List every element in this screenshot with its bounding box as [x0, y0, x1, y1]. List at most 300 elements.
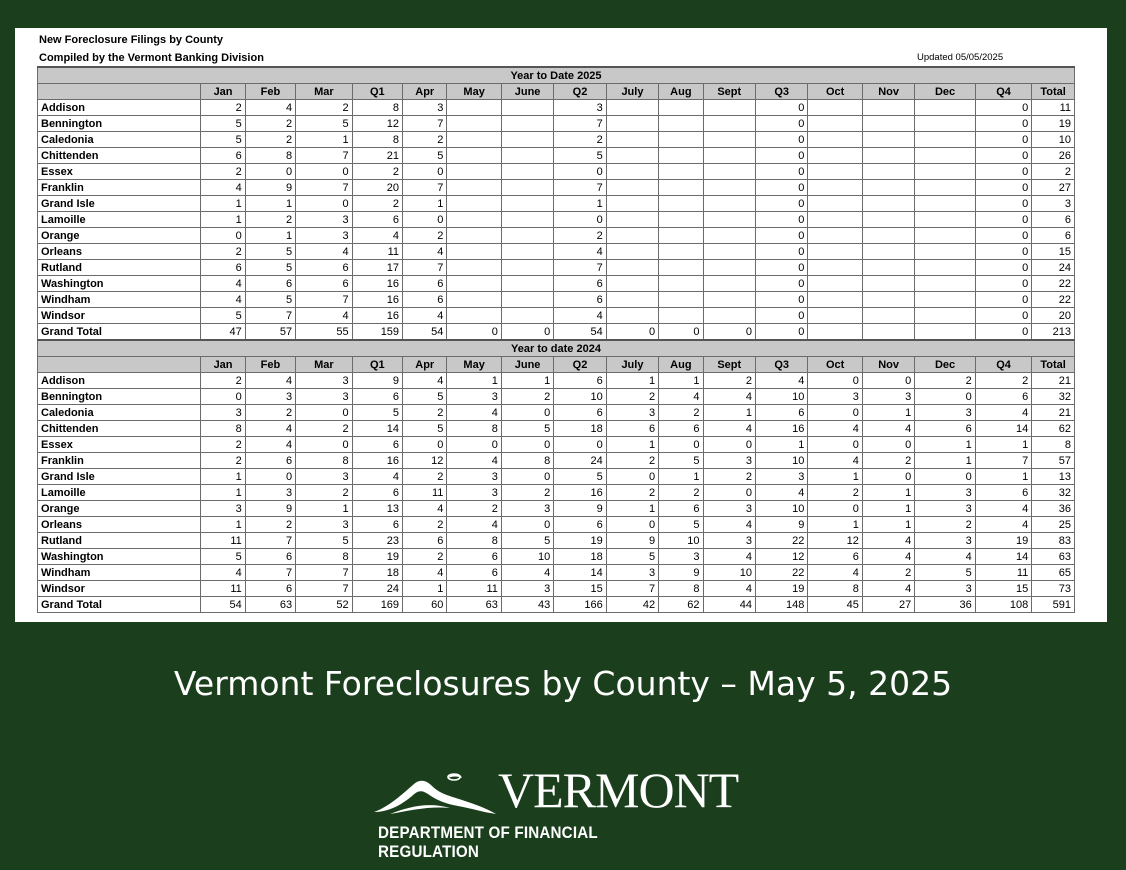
table-cell: [862, 100, 914, 116]
table-cell: 1: [862, 485, 914, 501]
table-cell: 3: [201, 501, 245, 517]
table-cell: 0: [296, 405, 352, 421]
column-header: Nov: [862, 357, 914, 373]
table-cell: [659, 164, 703, 180]
table-cell: 8: [808, 581, 862, 597]
table-cell: [862, 260, 914, 276]
document-subtitle: Compiled by the Vermont Banking Division: [39, 52, 264, 64]
table-cell: 159: [352, 324, 402, 341]
table-cell: 0: [296, 164, 352, 180]
table-cell: 13: [1032, 469, 1075, 485]
county-name: Orange: [38, 501, 201, 517]
table-cell: 2: [245, 405, 295, 421]
table-cell: 3: [606, 565, 658, 581]
table-cell: 0: [606, 517, 658, 533]
table-cell: 11: [403, 485, 447, 501]
table-cell: 4: [659, 389, 703, 405]
table-cell: 6: [1032, 228, 1075, 244]
table-cell: [501, 276, 553, 292]
column-header: July: [606, 357, 658, 373]
table-cell: 8: [1032, 437, 1075, 453]
table-cell: 11: [1032, 100, 1075, 116]
table-cell: 2: [606, 389, 658, 405]
table-cell: 4: [447, 517, 501, 533]
table-cell: 8: [245, 148, 295, 164]
table-cell: 45: [808, 597, 862, 613]
table-cell: 10: [659, 533, 703, 549]
table-cell: 1: [554, 196, 606, 212]
table-cell: 6: [1032, 212, 1075, 228]
table-cell: 4: [296, 308, 352, 324]
table-cell: 7: [296, 565, 352, 581]
table-cell: 63: [447, 597, 501, 613]
table-cell: 0: [606, 469, 658, 485]
county-name: Addison: [38, 100, 201, 116]
table-cell: 0: [659, 324, 703, 341]
table-cell: 1: [201, 485, 245, 501]
table-cell: [862, 324, 914, 341]
table-cell: [808, 324, 862, 341]
table-cell: 6: [554, 276, 606, 292]
column-header: Mar: [296, 84, 352, 100]
table-cell: 0: [975, 244, 1031, 260]
table-cell: 1: [862, 517, 914, 533]
county-row: [38, 116, 1075, 132]
table-cell: 1: [501, 373, 553, 389]
table-cell: [915, 212, 976, 228]
table-cell: 7: [403, 116, 447, 132]
table-cell: 27: [1032, 180, 1075, 196]
table-cell: 10: [1032, 132, 1075, 148]
county-row: [38, 132, 1075, 148]
table-cell: 1: [659, 373, 703, 389]
column-header: June: [501, 84, 553, 100]
table-cell: 16: [554, 485, 606, 501]
table-cell: 6: [447, 565, 501, 581]
mountain-sun-logo-icon: [370, 766, 500, 822]
vermont-wordmark: VERMONT: [498, 762, 739, 818]
table-cell: 21: [1032, 373, 1075, 389]
table-cell: [606, 244, 658, 260]
county-row: [38, 244, 1075, 260]
table-cell: 6: [201, 260, 245, 276]
table-cell: 19: [755, 581, 807, 597]
table-cell: 9: [606, 533, 658, 549]
table-cell: 1: [296, 132, 352, 148]
table-cell: 5: [606, 549, 658, 565]
table-cell: 0: [975, 196, 1031, 212]
column-header: Apr: [403, 357, 447, 373]
table-cell: 8: [201, 421, 245, 437]
table-cell: 3: [296, 469, 352, 485]
county-row: [38, 533, 1075, 549]
table-cell: 148: [755, 597, 807, 613]
table-cell: 7: [245, 533, 295, 549]
table-cell: 2: [862, 565, 914, 581]
table-cell: 5: [245, 260, 295, 276]
table-cell: 3: [403, 100, 447, 116]
table-cell: 4: [862, 421, 914, 437]
table-cell: 0: [447, 324, 501, 341]
header-blank-cell: [38, 84, 201, 100]
table-cell: 0: [703, 437, 755, 453]
table-cell: 0: [501, 405, 553, 421]
table-cell: 4: [201, 180, 245, 196]
table-cell: [808, 244, 862, 260]
table-cell: 4: [403, 244, 447, 260]
table-cell: [659, 132, 703, 148]
table-cell: 1: [296, 501, 352, 517]
table-cell: 0: [245, 164, 295, 180]
table-cell: 0: [975, 148, 1031, 164]
table-cell: 19: [554, 533, 606, 549]
table-cell: 4: [862, 549, 914, 565]
column-header: Q3: [755, 84, 807, 100]
table-cell: 47: [201, 324, 245, 341]
table-cell: 12: [755, 549, 807, 565]
table-cell: 1: [245, 196, 295, 212]
table-cell: 8: [447, 533, 501, 549]
table-cell: [915, 228, 976, 244]
table-cell: 4: [201, 292, 245, 308]
table-cell: 6: [296, 260, 352, 276]
column-header-row: [38, 357, 1075, 373]
table-cell: 4: [862, 581, 914, 597]
section-heading-row: [38, 67, 1075, 84]
county-row: [38, 517, 1075, 533]
table-cell: 3: [862, 389, 914, 405]
table-cell: 0: [755, 196, 807, 212]
table-cell: 0: [975, 324, 1031, 341]
county-row: [38, 549, 1075, 565]
column-header: Total: [1032, 84, 1075, 100]
table-cell: 4: [403, 308, 447, 324]
county-name: Windham: [38, 292, 201, 308]
table-cell: 7: [606, 581, 658, 597]
table-cell: 0: [501, 469, 553, 485]
table-cell: 108: [975, 597, 1031, 613]
county-name: Orleans: [38, 517, 201, 533]
table-cell: [447, 164, 501, 180]
table-cell: [447, 100, 501, 116]
table-cell: 5: [501, 421, 553, 437]
county-row: [38, 276, 1075, 292]
table-cell: 62: [659, 597, 703, 613]
table-cell: 1: [862, 501, 914, 517]
table-cell: 3: [915, 405, 976, 421]
table-cell: 4: [975, 501, 1031, 517]
county-row: [38, 565, 1075, 581]
column-header: June: [501, 357, 553, 373]
document-title: New Foreclosure Filings by County: [39, 34, 223, 46]
table-cell: 3: [755, 469, 807, 485]
table-cell: 43: [501, 597, 553, 613]
county-name: Grand Total: [38, 324, 201, 341]
table-cell: 166: [554, 597, 606, 613]
table-cell: 8: [352, 100, 402, 116]
column-header: July: [606, 84, 658, 100]
table-cell: 1: [808, 469, 862, 485]
table-cell: 8: [447, 421, 501, 437]
table-cell: 5: [659, 517, 703, 533]
section-heading-row: [38, 340, 1075, 357]
table-cell: 3: [554, 100, 606, 116]
table-cell: 3: [296, 389, 352, 405]
table-cell: 14: [352, 421, 402, 437]
table-cell: 1: [755, 437, 807, 453]
table-cell: 19: [352, 549, 402, 565]
table-cell: 3: [296, 517, 352, 533]
table-cell: [606, 212, 658, 228]
table-cell: 5: [201, 132, 245, 148]
table-cell: 1: [606, 373, 658, 389]
table-cell: 19: [975, 533, 1031, 549]
table-cell: 0: [403, 212, 447, 228]
table-cell: 4: [975, 517, 1031, 533]
table-cell: 0: [975, 292, 1031, 308]
table-cell: [808, 308, 862, 324]
table-cell: [501, 244, 553, 260]
table-cell: [659, 244, 703, 260]
table-cell: [703, 196, 755, 212]
table-cell: 0: [915, 469, 976, 485]
table-cell: 2: [554, 228, 606, 244]
table-cell: 0: [296, 196, 352, 212]
table-cell: [447, 260, 501, 276]
table-cell: 54: [201, 597, 245, 613]
table-cell: [606, 132, 658, 148]
table-cell: 55: [296, 324, 352, 341]
table-cell: 42: [606, 597, 658, 613]
table-cell: 32: [1032, 485, 1075, 501]
table-cell: 0: [975, 228, 1031, 244]
table-cell: 23: [352, 533, 402, 549]
table-cell: 1: [915, 437, 976, 453]
table-cell: 3: [201, 405, 245, 421]
table-cell: [862, 308, 914, 324]
table-cell: 1: [245, 228, 295, 244]
table-cell: 0: [808, 437, 862, 453]
county-row: [38, 389, 1075, 405]
table-cell: 1: [808, 517, 862, 533]
table-cell: 0: [501, 437, 553, 453]
table-cell: 2: [403, 405, 447, 421]
table-cell: 3: [296, 373, 352, 389]
foreclosure-table-document: [15, 28, 1107, 622]
table-cell: 7: [296, 581, 352, 597]
table-cell: 4: [554, 244, 606, 260]
table-cell: 65: [1032, 565, 1075, 581]
table-cell: 6: [352, 212, 402, 228]
table-cell: 1: [447, 373, 501, 389]
table-cell: 0: [755, 228, 807, 244]
table-cell: [808, 116, 862, 132]
grand-total-row: [38, 597, 1075, 613]
table-cell: [862, 276, 914, 292]
table-cell: 4: [245, 437, 295, 453]
table-cell: 4: [245, 421, 295, 437]
table-cell: 0: [862, 437, 914, 453]
column-header: Feb: [245, 357, 295, 373]
table-cell: 4: [915, 549, 976, 565]
table-cell: 0: [975, 260, 1031, 276]
table-cell: 6: [659, 501, 703, 517]
table-cell: [703, 116, 755, 132]
table-cell: 169: [352, 597, 402, 613]
column-header: Q3: [755, 357, 807, 373]
county-row: [38, 469, 1075, 485]
table-cell: 2: [862, 453, 914, 469]
table-cell: 2: [245, 212, 295, 228]
table-cell: [808, 196, 862, 212]
county-name: Essex: [38, 164, 201, 180]
table-cell: 0: [862, 373, 914, 389]
column-header: Jan: [201, 357, 245, 373]
county-row: [38, 453, 1075, 469]
table-cell: 0: [296, 437, 352, 453]
table-cell: 2: [201, 453, 245, 469]
table-cell: 2: [245, 517, 295, 533]
table-cell: [501, 292, 553, 308]
county-row: [38, 405, 1075, 421]
table-cell: 20: [352, 180, 402, 196]
table-cell: 32: [1032, 389, 1075, 405]
table-cell: [606, 164, 658, 180]
table-cell: 2: [447, 501, 501, 517]
table-cell: [703, 244, 755, 260]
table-cell: 17: [352, 260, 402, 276]
table-cell: 3: [447, 485, 501, 501]
table-cell: [659, 180, 703, 196]
table-cell: 0: [808, 405, 862, 421]
table-cell: 10: [554, 389, 606, 405]
table-cell: [501, 100, 553, 116]
county-name: Windsor: [38, 308, 201, 324]
table-cell: [447, 276, 501, 292]
county-row: [38, 164, 1075, 180]
table-cell: 44: [703, 597, 755, 613]
table-cell: 0: [403, 437, 447, 453]
table-cell: 3: [501, 501, 553, 517]
table-cell: 4: [755, 485, 807, 501]
table-cell: 10: [501, 549, 553, 565]
table-cell: [808, 228, 862, 244]
table-cell: 2: [915, 373, 976, 389]
table-cell: 4: [447, 453, 501, 469]
table-cell: 22: [1032, 276, 1075, 292]
table-cell: 0: [703, 324, 755, 341]
county-row: [38, 501, 1075, 517]
foreclosure-table: [37, 66, 1075, 613]
table-cell: [659, 100, 703, 116]
table-cell: 6: [403, 276, 447, 292]
table-cell: 60: [403, 597, 447, 613]
table-cell: 6: [975, 389, 1031, 405]
table-cell: [862, 212, 914, 228]
table-cell: 5: [501, 533, 553, 549]
table-cell: 6: [554, 292, 606, 308]
table-cell: 0: [554, 164, 606, 180]
table-cell: [703, 164, 755, 180]
table-cell: 4: [703, 389, 755, 405]
table-cell: 16: [352, 453, 402, 469]
table-cell: 7: [245, 565, 295, 581]
table-cell: 2: [403, 549, 447, 565]
table-cell: [501, 260, 553, 276]
table-cell: [915, 244, 976, 260]
table-cell: 6: [554, 405, 606, 421]
table-cell: [606, 228, 658, 244]
table-cell: 2: [606, 485, 658, 501]
county-row: [38, 292, 1075, 308]
table-cell: 0: [501, 517, 553, 533]
county-row: [38, 196, 1075, 212]
table-cell: 0: [975, 164, 1031, 180]
table-cell: 0: [755, 164, 807, 180]
table-cell: 0: [755, 100, 807, 116]
table-cell: 0: [975, 212, 1031, 228]
table-cell: 0: [447, 437, 501, 453]
table-cell: [808, 164, 862, 180]
county-row: [38, 228, 1075, 244]
table-cell: 3: [501, 581, 553, 597]
table-cell: 5: [245, 244, 295, 260]
table-cell: 5: [403, 148, 447, 164]
table-cell: [703, 308, 755, 324]
table-cell: 7: [554, 180, 606, 196]
county-name: Lamoille: [38, 212, 201, 228]
county-name: Grand Isle: [38, 469, 201, 485]
column-header: Q4: [975, 357, 1031, 373]
table-cell: 6: [755, 405, 807, 421]
column-header: Q1: [352, 84, 402, 100]
table-cell: [501, 116, 553, 132]
table-cell: 0: [755, 308, 807, 324]
county-row: [38, 581, 1075, 597]
county-row: [38, 180, 1075, 196]
county-name: Grand Total: [38, 597, 201, 613]
column-header: Oct: [808, 357, 862, 373]
table-cell: 3: [915, 501, 976, 517]
table-cell: 4: [296, 244, 352, 260]
table-cell: 2: [703, 373, 755, 389]
table-cell: 3: [659, 549, 703, 565]
table-cell: [915, 180, 976, 196]
table-cell: 13: [352, 501, 402, 517]
table-cell: [862, 148, 914, 164]
table-cell: 5: [352, 405, 402, 421]
table-cell: [501, 148, 553, 164]
table-cell: [447, 116, 501, 132]
table-cell: [808, 260, 862, 276]
table-cell: [862, 164, 914, 180]
table-cell: 16: [352, 276, 402, 292]
table-cell: 7: [296, 148, 352, 164]
table-cell: 6: [554, 517, 606, 533]
table-cell: 6: [352, 485, 402, 501]
county-name: Chittenden: [38, 421, 201, 437]
table-cell: 52: [296, 597, 352, 613]
table-cell: 4: [755, 373, 807, 389]
table-cell: 6: [352, 517, 402, 533]
table-cell: [862, 244, 914, 260]
county-name: Franklin: [38, 180, 201, 196]
table-cell: 22: [755, 565, 807, 581]
column-header: Dec: [915, 84, 976, 100]
table-cell: 6: [975, 485, 1031, 501]
table-cell: 4: [403, 373, 447, 389]
table-cell: 0: [245, 469, 295, 485]
